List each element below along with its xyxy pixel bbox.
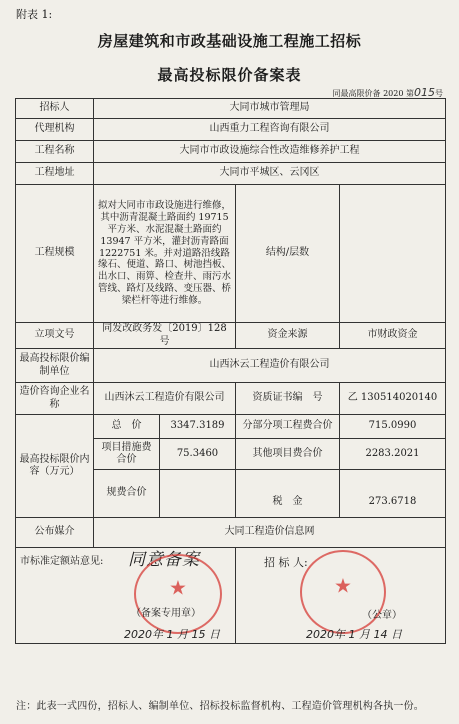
subitem-label: 分部分项工程费合价 — [236, 415, 340, 439]
tenderer-signature — [236, 548, 446, 644]
tax-value: 273.6718 — [340, 488, 446, 518]
doc-no-handwritten: 015 — [414, 86, 435, 99]
fee-value — [160, 470, 236, 518]
footnote: 注：此表一式四份，招标人、编制单位、招标投标监督机构、工程造价管理机构各执一份。 — [16, 701, 424, 712]
other-value: 2283.2021 — [340, 439, 446, 470]
tenderer-date: 2020年 1 月 14 日 — [306, 628, 402, 641]
consultant-label: 造价咨询企业名称 — [16, 383, 94, 415]
approval-label: 立项文号 — [16, 323, 94, 349]
consultant-value: 山西沐云工程造价有限公司 — [94, 383, 236, 415]
price-content-label: 最高投标限价内容（万元） — [16, 415, 94, 518]
cert-no-value: 乙 130514020140 — [340, 383, 446, 415]
row-project-name — [16, 141, 446, 163]
agency-value: 山西重力工程咨询有限公司 — [94, 119, 446, 141]
row-tenderer — [16, 99, 446, 119]
row-price-1 — [16, 415, 446, 439]
project-name-value: 大同市市政设施综合性改造维修养护工程 — [94, 141, 446, 163]
tenderer-label: 招标人 — [16, 99, 94, 119]
media-label: 公布媒介 — [16, 518, 94, 548]
compiler-label: 最高投标限价编制单位 — [16, 349, 94, 383]
project-address-value: 大同市平城区、云冈区 — [94, 163, 446, 185]
page-title-line2: 最高投标限价备案表 — [157, 66, 302, 84]
tenderer-value: 大同市城市管理局 — [94, 99, 446, 119]
filing-seal-note: （备案专用章） — [131, 608, 201, 619]
blank-cell — [340, 470, 446, 488]
row-compiler — [16, 349, 446, 383]
doc-no-prefix: 同最高限价备 2020 第 — [332, 89, 414, 98]
approval-no: 同发改政务发〔2019〕128 号 — [94, 323, 236, 349]
fund-source-label: 资金来源 — [236, 323, 340, 349]
subitem-value: 715.0990 — [340, 415, 446, 439]
doc-no-suffix: 号 — [435, 89, 443, 98]
row-media — [16, 518, 446, 548]
filing-form-table — [15, 98, 446, 644]
cert-no-label: 资质证书编 号 — [236, 383, 340, 415]
project-address-label: 工程地址 — [16, 163, 94, 185]
row-agency — [16, 119, 446, 141]
opinion-handwritten: 同意备案 — [128, 550, 200, 570]
row-project-address — [16, 163, 446, 185]
measure-label: 项目措施费合价 — [94, 439, 160, 470]
tenderer-sign-label: 招 标 人: — [264, 556, 308, 569]
page-title-line1: 房屋建筑和市政基础设施工程施工招标 — [97, 32, 362, 50]
project-name-label: 工程名称 — [16, 141, 94, 163]
attachment-label: 附表 1: — [16, 8, 53, 21]
tenderer-seal-note: （公章） — [362, 610, 402, 621]
compiler-value: 山西沐云工程造价有限公司 — [94, 349, 446, 383]
fund-source-value: 市财政资金 — [340, 323, 446, 349]
fee-label: 规费合价 — [94, 470, 160, 518]
opinion-date: 2020年 1 月 15 日 — [124, 628, 220, 641]
other-label: 其他项目费合价 — [236, 439, 340, 470]
official-seal-star: ★ — [334, 573, 352, 598]
scale-label: 工程规模 — [16, 185, 94, 323]
structure-value — [340, 185, 446, 323]
media-value: 大同工程造价信息网 — [94, 518, 446, 548]
quota-station-opinion — [16, 548, 236, 644]
total-value: 3347.3189 — [160, 415, 236, 439]
measure-value: 75.3460 — [160, 439, 236, 470]
total-label: 总 价 — [94, 415, 160, 439]
row-consultant — [16, 383, 446, 415]
structure-label: 结构/层数 — [236, 185, 340, 323]
scale-description: 拟对大同市市政设施进行维修，其中沥青混凝土路面约 19715 平方米、水泥混凝土路面约 13947 平方米，灌封沥青路面 1222751 米。并对道路沿线路缘石、便道、路口、树池挡板、出水口、雨箅、检查井、雨污水管线、路灯及线路、变压器、桥梁栏杆等进行维修。 — [94, 185, 236, 323]
agency-label: 代理机构 — [16, 119, 94, 141]
blank-cell — [236, 470, 340, 488]
row-scale — [16, 185, 446, 323]
tax-label: 税 金 — [236, 488, 340, 518]
row-signatures — [16, 548, 446, 644]
filing-seal-icon — [134, 554, 222, 634]
opinion-label: 市标准定额站意见: — [20, 556, 104, 567]
row-approval — [16, 323, 446, 349]
filing-seal-star: ★ — [169, 575, 187, 600]
